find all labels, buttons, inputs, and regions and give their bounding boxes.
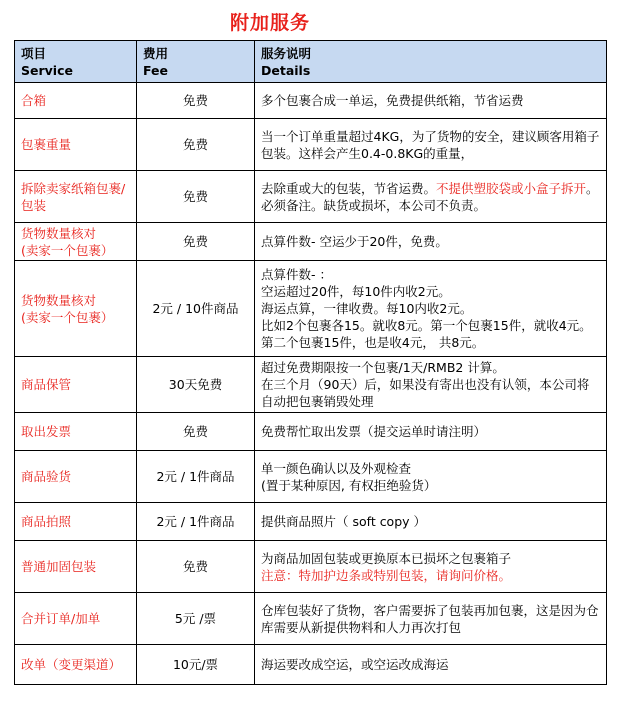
fee-cell: 免费 [137,83,255,119]
table-row [15,451,607,503]
service-cell [15,413,137,451]
service-label: 改单（变更渠道） [21,657,122,672]
table-row [15,593,607,645]
header-service-en: Service [21,63,73,78]
header-service [15,41,137,83]
fee-cell: 30天免费 [137,357,255,413]
details-text: 海运要改成空运，或空运改成海运 [261,657,449,672]
details-text: 在三个月（90天）后，如果没有寄出也没有认领，本公司将自动把包裹销毁处理 [261,377,590,409]
details-text: 提供商品照片（ soft copy ） [261,514,427,529]
service-cell [15,261,137,357]
details-text: 免费帮忙取出发票（提交运单时请注明） [261,424,487,439]
header-details-cn: 服务说明 [261,46,312,61]
details-text: 去除重或大的包装，节省运费。 [261,180,437,196]
service-cell [15,645,137,685]
table-row [15,541,607,593]
page-title: 附加服务 [229,12,310,34]
details-text: 空运超过20件，每10件内收2元。 [261,284,451,299]
fee-cell: 2元 / 1件商品 [137,451,255,503]
details-text: 。必须备注。缺货或损坏，本公司不负责。 [261,180,599,213]
details-text: 为商品加固包装或更换原本已损坏之包裹箱子 [261,550,512,566]
fee-cell: 5元 /票 [137,593,255,645]
details-cell [255,413,607,451]
service-cell [15,451,137,503]
details-text: 单一颜色确认以及外观检查 [261,460,412,476]
fee-cell: 免费 [137,413,255,451]
service-label: 商品拍照 [21,514,72,529]
table-row [15,645,607,685]
details-cell [255,593,607,645]
details-text: 点算件数- 空运少于20件，免费。 [261,234,448,249]
header-details-en: Details [261,63,311,78]
details-text: (置于某种原因, 有权拒绝验货） [261,477,437,493]
details-warning-text: 注意：特加护边条或特别包装，请询问价格。 [261,567,512,583]
details-cell [255,541,607,593]
details-cell [255,83,607,119]
service-label: 商品保管 [21,377,72,392]
service-cell [15,541,137,593]
header-details [255,41,607,83]
service-label: 取出发票 [21,424,72,439]
service-cell [15,503,137,541]
details-cell [255,357,607,413]
details-text: 超过免费期限按一个包裹/1天/RMB2 计算。 [261,360,505,375]
service-label: 包装 [21,197,47,213]
details-text: 比如2个包裹各15。就收8元。第一个包裹15件，就收4元。第二个包裹15件，也是收4元， 共8元。 [261,318,592,350]
fee-cell: 免费 [137,223,255,261]
details-text: 仓库包装好了货物，客户需要拆了包装再加包裹，这是因为仓库需要从新提供物料和人力再次打包 [261,602,599,635]
fee-cell: 2元 / 10件商品 [137,261,255,357]
table-row [15,171,607,223]
table-row [15,357,607,413]
service-cell [15,593,137,645]
table-row [15,83,607,119]
service-label: 货物数量核对 [21,225,97,241]
service-label: 货物数量核对 [21,292,97,308]
details-text: 多个包裹合成一单运，免费提供纸箱，节省运费 [261,93,524,108]
details-cell [255,503,607,541]
header-fee-en: Fee [143,63,168,78]
table-row [15,119,607,171]
service-label: 合并订单/加单 [21,611,101,626]
service-label: (卖家一个包裹） [21,242,114,258]
service-cell [15,223,137,261]
details-text: 海运点算，一律收费。每10内收2元。 [261,301,473,316]
fee-cell: 10元/票 [137,645,255,685]
table-header-row [15,41,607,83]
details-cell [255,451,607,503]
header-service-cn: 项目 [21,46,47,61]
header-fee-cn: 费用 [143,46,169,61]
fee-cell: 2元 / 1件商品 [137,503,255,541]
fee-cell: 免费 [137,541,255,593]
service-label: (卖家一个包裹） [21,309,114,325]
service-label: 包裹重量 [21,137,72,152]
header-fee [137,41,255,83]
details-text: 当一个订单重量超过4KG，为了货物的安全，建议顾客用箱子包装。这样会产生0.4-0.8KG的重量， [261,128,600,161]
table-row [15,503,607,541]
details-cell [255,261,607,357]
services-table [14,40,607,685]
service-label: 商品验货 [21,469,72,484]
fee-cell: 免费 [137,171,255,223]
details-warning-text: 不提供塑胶袋或小盒子拆开 [436,180,587,196]
details-cell [255,645,607,685]
details-text: 点算件数- ： [261,267,332,282]
details-cell [255,223,607,261]
table-row [15,261,607,357]
service-label: 合箱 [21,93,47,108]
table-row [15,413,607,451]
details-cell [255,171,607,223]
service-cell [15,119,137,171]
service-label: 普通加固包装 [21,559,97,574]
table-body [15,83,607,685]
table-row [15,223,607,261]
fee-cell: 免费 [137,119,255,171]
service-cell [15,171,137,223]
service-label: 拆除卖家纸箱包裹/ [21,180,126,196]
service-cell [15,83,137,119]
details-cell [255,119,607,171]
service-cell [15,357,137,413]
